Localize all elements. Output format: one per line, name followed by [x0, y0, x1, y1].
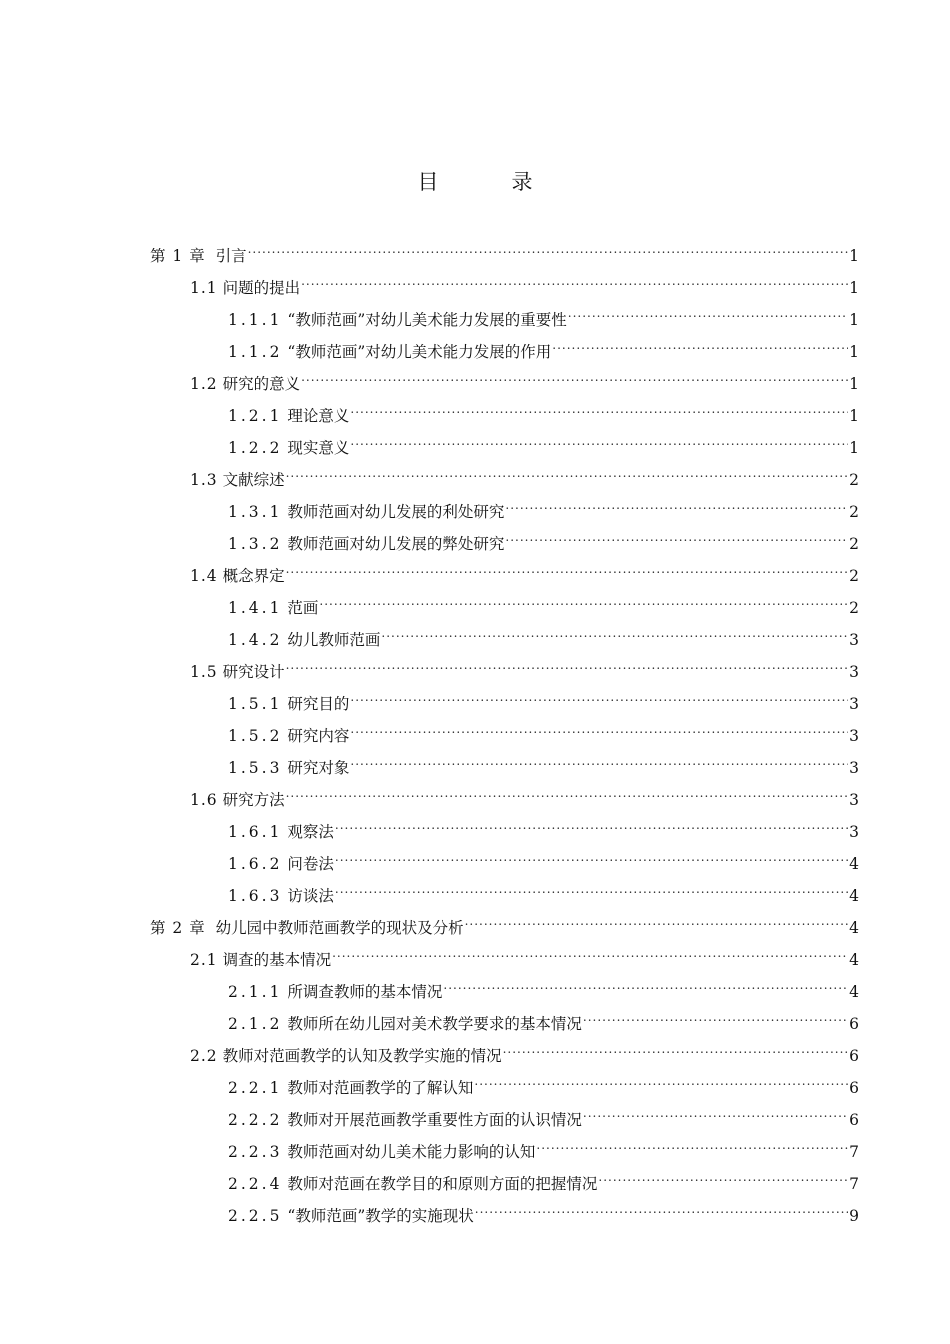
dot-leader — [350, 421, 848, 453]
toc-entry-label: 研究方法 — [222, 791, 285, 809]
toc-entry-page-number: 1 — [849, 247, 859, 265]
toc-entry-number: 1.5.1 — [228, 695, 283, 713]
dot-leader — [286, 645, 848, 677]
dot-leader — [350, 741, 848, 773]
toc-entry-label: 所调查教师的基本情况 — [287, 983, 443, 1001]
dot-leader — [465, 901, 848, 933]
toc-entry-label: 概念界定 — [222, 567, 285, 585]
toc-entry-label: “教师范画”教学的实施现状 — [287, 1207, 474, 1225]
toc-entry-label: 教师所在幼儿园对美术教学要求的基本情况 — [287, 1015, 582, 1033]
toc-entry-number: 1.3 — [190, 471, 218, 489]
dot-leader — [286, 549, 848, 581]
toc-entry-label: 幼儿园中教师范画教学的现状及分析 — [215, 919, 464, 937]
toc-entry-label: 教师范画对幼儿美术能力影响的认知 — [287, 1143, 536, 1161]
toc-entry-number: 1.5.2 — [228, 727, 283, 745]
toc-entry-page-number: 2 — [849, 567, 859, 585]
toc-entry-label: 研究目的 — [287, 695, 350, 713]
dot-leader — [319, 581, 848, 613]
toc-entry-label: 问卷法 — [287, 855, 334, 873]
dot-leader — [552, 325, 848, 357]
toc-entry-page-number: 2 — [849, 503, 859, 521]
toc-entry-number: 2.2.3 — [228, 1143, 283, 1161]
toc-entry-page-number: 4 — [849, 855, 859, 873]
dot-leader — [335, 869, 848, 901]
toc-entry-label: 研究的意义 — [222, 375, 301, 393]
toc-entry-label: 问题的提出 — [222, 279, 301, 297]
toc-entry-number: 1.4.1 — [228, 599, 283, 617]
toc-entry-number: 2.1.2 — [228, 1015, 283, 1033]
toc-entry-label: 幼儿教师范画 — [287, 631, 381, 649]
dot-leader — [583, 997, 848, 1029]
toc-entry-number: 2.1 — [190, 951, 218, 969]
toc-entry-label: 教师对范画教学的了解认知 — [287, 1079, 474, 1097]
toc-entry-page-number: 2 — [849, 535, 859, 553]
toc-entry-label: 文献综述 — [222, 471, 285, 489]
toc-entry-number: 1.3.2 — [228, 535, 283, 553]
toc-entry-page-number: 3 — [849, 695, 859, 713]
toc-entry-number: 1.6.2 — [228, 855, 283, 873]
toc-entry-label: 观察法 — [287, 823, 334, 841]
toc-entry-number: 第 1 章 — [150, 247, 206, 265]
dot-leader — [536, 1125, 848, 1157]
toc-entry-number: 2.2 — [190, 1047, 218, 1065]
toc-entry-label: 访谈法 — [287, 887, 334, 905]
dot-leader — [301, 261, 848, 293]
dot-leader — [301, 357, 848, 389]
table-of-contents — [150, 229, 859, 1225]
toc-entry-number: 1.1 — [190, 279, 218, 297]
toc-entry-page-number: 4 — [849, 919, 859, 937]
toc-entry-number: 1.1.2 — [228, 343, 283, 361]
toc-entry-label: 引言 — [215, 247, 247, 265]
toc-entry-label: 研究内容 — [287, 727, 350, 745]
dot-leader — [286, 773, 848, 805]
toc-entry-page-number: 7 — [849, 1143, 859, 1161]
toc-entry-label: 调查的基本情况 — [222, 951, 332, 969]
toc-entry-number: 1.4 — [190, 567, 218, 585]
toc-entry-page-number: 1 — [849, 279, 859, 297]
dot-leader — [332, 933, 848, 965]
toc-entry[interactable] — [150, 261, 859, 297]
toc-entry-number: 1.6.3 — [228, 887, 283, 905]
toc-entry-page-number: 4 — [849, 887, 859, 905]
dot-leader — [248, 229, 848, 261]
toc-entry-page-number: 1 — [849, 311, 859, 329]
toc-entry-label: 教师范画对幼儿发展的弊处研究 — [287, 535, 505, 553]
dot-leader — [443, 965, 848, 997]
page-title: 目 录 — [417, 170, 559, 194]
toc-entry[interactable] — [150, 229, 859, 265]
dot-leader — [598, 1157, 848, 1189]
toc-entry-number: 1.6.1 — [228, 823, 283, 841]
dot-leader — [474, 1061, 848, 1093]
toc-entry-label: 现实意义 — [287, 439, 350, 457]
toc-entry-number: 1.2.1 — [228, 407, 283, 425]
toc-entry-number: 第 2 章 — [150, 919, 206, 937]
toc-entry-page-number: 3 — [849, 759, 859, 777]
toc-entry-number: 1.2.2 — [228, 439, 283, 457]
toc-entry-page-number: 4 — [849, 951, 859, 969]
toc-entry-number: 1.2 — [190, 375, 218, 393]
toc-entry-number: 2.2.5 — [228, 1207, 283, 1225]
toc-entry-page-number: 6 — [849, 1047, 859, 1065]
toc-entry-number: 1.6 — [190, 791, 218, 809]
toc-entry-label: 研究对象 — [287, 759, 350, 777]
toc-entry-number: 1.1.1 — [228, 311, 283, 329]
toc-entry-page-number: 4 — [849, 983, 859, 1001]
toc-entry-page-number: 6 — [849, 1111, 859, 1129]
toc-entry-number: 1.5 — [190, 663, 218, 681]
toc-entry-label: 教师范画对幼儿发展的利处研究 — [287, 503, 505, 521]
dot-leader — [350, 709, 848, 741]
toc-entry-page-number: 1 — [849, 439, 859, 457]
toc-entry-label: 教师对范画在教学目的和原则方面的把握情况 — [287, 1175, 598, 1193]
toc-entry-number: 1.3.1 — [228, 503, 283, 521]
dot-leader — [505, 485, 848, 517]
dot-leader — [335, 805, 848, 837]
toc-entry-page-number: 3 — [849, 631, 859, 649]
toc-entry-page-number: 6 — [849, 1015, 859, 1033]
dot-leader — [335, 837, 848, 869]
toc-entry-number: 1.5.3 — [228, 759, 283, 777]
toc-entry-page-number: 1 — [849, 375, 859, 393]
dot-leader — [583, 1093, 848, 1125]
toc-entry-page-number: 1 — [849, 407, 859, 425]
toc-entry-page-number: 3 — [849, 727, 859, 745]
toc-entry-number: 2.2.4 — [228, 1175, 283, 1193]
toc-entry-page-number: 3 — [849, 663, 859, 681]
toc-entry-page-number: 6 — [849, 1079, 859, 1097]
toc-entry-number: 1.4.2 — [228, 631, 283, 649]
toc-entry-label: 教师对范画教学的认知及教学实施的情况 — [222, 1047, 502, 1065]
toc-entry-label: 范画 — [287, 599, 319, 617]
dot-leader — [505, 517, 848, 549]
dot-leader — [568, 293, 848, 325]
dot-leader — [350, 677, 848, 709]
dot-leader — [350, 389, 848, 421]
toc-entry-page-number: 2 — [849, 471, 859, 489]
toc-entry-number: 2.2.2 — [228, 1111, 283, 1129]
toc-entry-label: “教师范画”对幼儿美术能力发展的重要性 — [287, 311, 567, 329]
toc-entry-label: 研究设计 — [222, 663, 285, 681]
toc-entry-page-number: 7 — [849, 1175, 859, 1193]
toc-entry-page-number: 1 — [849, 343, 859, 361]
toc-entry-page-number: 3 — [849, 791, 859, 809]
toc-entry-label: “教师范画”对幼儿美术能力发展的作用 — [287, 343, 552, 361]
toc-entry-label: 教师对开展范画教学重要性方面的认识情况 — [287, 1111, 582, 1129]
toc-entry-number: 2.1.1 — [228, 983, 283, 1001]
toc-entry-page-number: 2 — [849, 599, 859, 617]
toc-entry-label: 理论意义 — [287, 407, 350, 425]
dot-leader — [381, 613, 848, 645]
toc-entry-page-number: 3 — [849, 823, 859, 841]
dot-leader — [286, 453, 848, 485]
toc-entry-number: 2.2.1 — [228, 1079, 283, 1097]
dot-leader — [475, 1189, 848, 1221]
toc-entry-page-number: 9 — [849, 1207, 859, 1225]
dot-leader — [503, 1029, 848, 1061]
